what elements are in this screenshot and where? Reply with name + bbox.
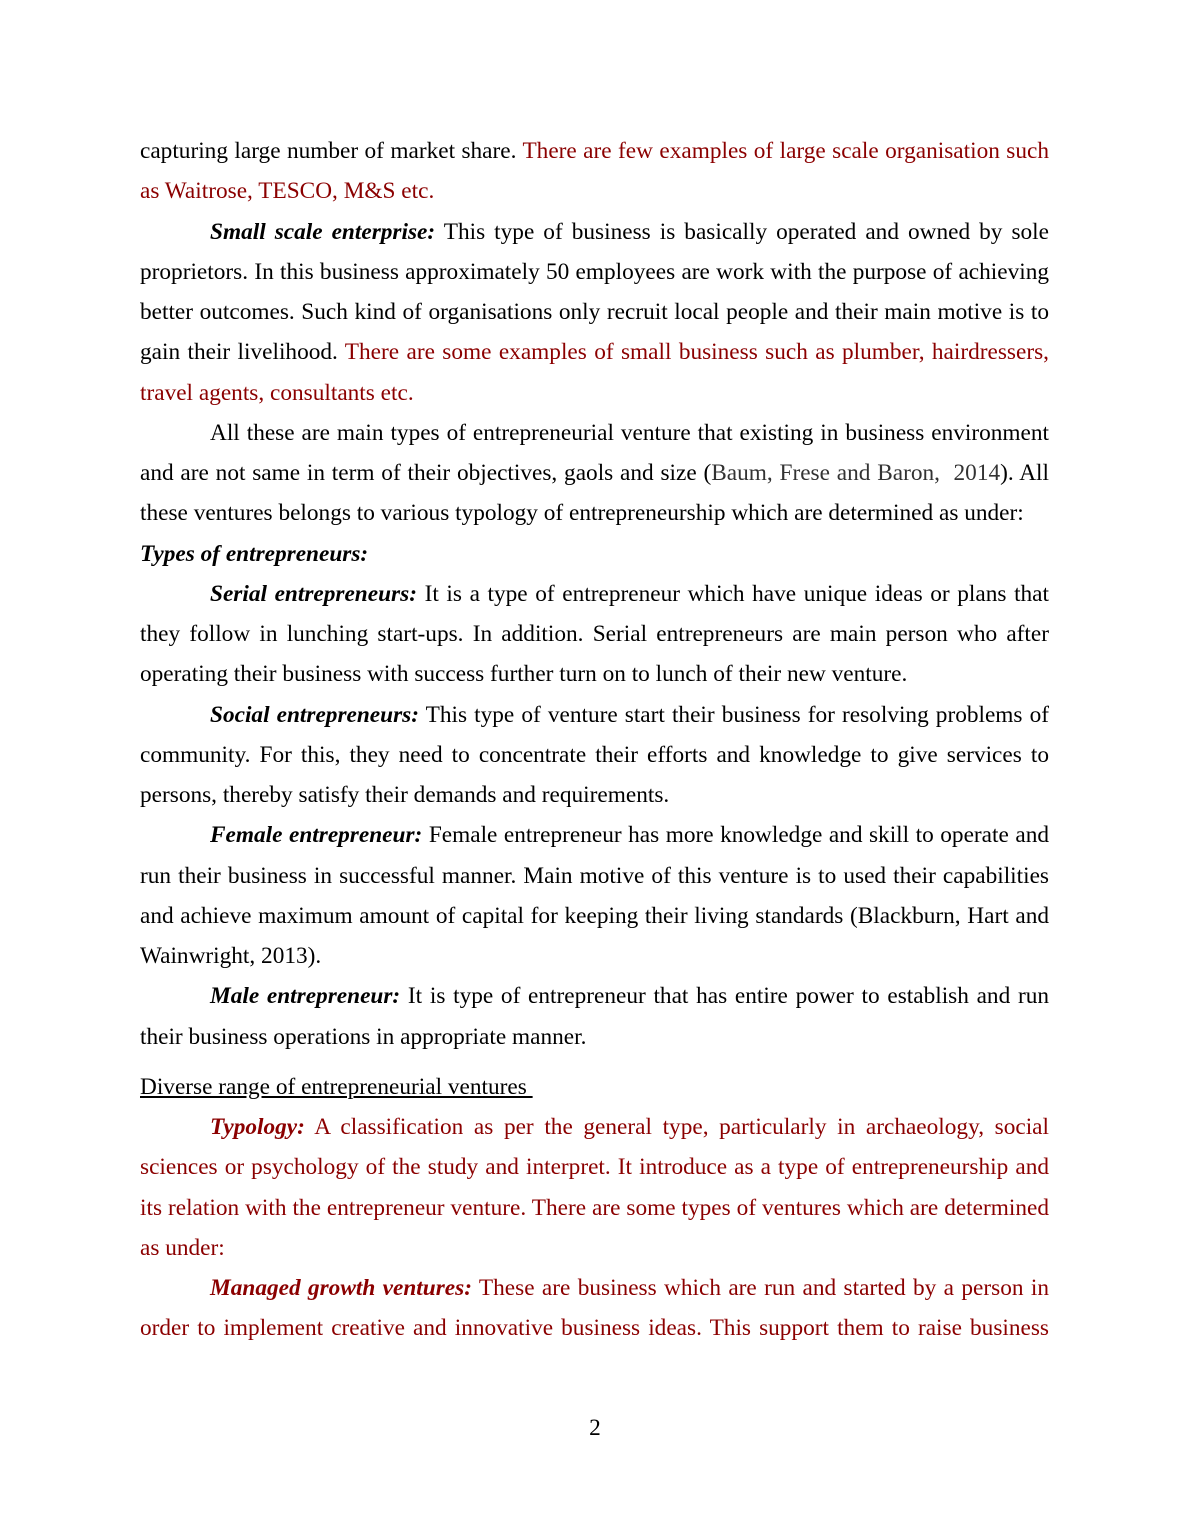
small-scale-term: Small scale enterprise: <box>210 218 436 245</box>
summary-citation: Baum, Frese and Baron, 2014 <box>711 460 1001 486</box>
summary-text-after: ). All these ventures belongs to various typology of entrepreneurship which are determined as under: <box>140 460 1050 527</box>
social-entrepreneurs-paragraph <box>140 695 1049 816</box>
female-entrepreneur-term: Female entrepreneur: <box>210 822 423 849</box>
female-entrepreneur-text: Female entrepreneur has more knowledge and skill to operate and run their business in successful manner. Main motive of this venture is to used their capabilities and achieve maximum amount of capital for keeping their living standards (Blackburn, Hart and Wainwright, 2013). <box>140 822 1049 969</box>
typology-paragraph <box>140 1107 1049 1268</box>
intro-text: capturing large number of market share. <box>140 138 523 164</box>
types-heading <box>140 534 1049 574</box>
social-entrepreneurs-term: Social entrepreneurs: <box>210 701 419 728</box>
summary-paragraph <box>140 413 1049 534</box>
female-entrepreneur-paragraph <box>140 815 1049 976</box>
social-entrepreneurs-text: This type of venture start their business for resolving problems of community. For this, they need to concentrate their efforts and knowledge to give services to persons, thereby satisfy their demands and requirements. <box>140 701 1049 808</box>
summary-text-before: All these are main types of entrepreneurial venture that existing in business environment and are not same in term of their objectives, gaols and size ( <box>140 419 1049 486</box>
serial-entrepreneurs-text: It is a type of entrepreneur which have unique ideas or plans that they follow in lunching start-ups. In addition. Serial entrepreneurs are main person who after operating their business with success further turn on to lunch of their new venture. <box>140 580 1049 688</box>
male-entrepreneur-paragraph <box>140 976 1049 1057</box>
document-body <box>140 131 1049 1349</box>
managed-growth-term: Managed growth ventures: <box>210 1275 472 1301</box>
typology-term: Typology: <box>210 1114 305 1140</box>
page-number: 2 <box>589 1415 601 1441</box>
small-scale-paragraph <box>140 212 1049 413</box>
managed-growth-text: These are business which are run and started by a person in order to implement creative and innovative business ideas. This support them to raise business <box>140 1275 1049 1342</box>
typology-text: A classification as per the general type, particularly in archaeology, social sciences or psychology of the study and interpret. It introduce as a type of entrepreneurship and its relation with the entrepreneur venture. There are some types of ventures which are determined as under: <box>140 1114 1049 1261</box>
serial-entrepreneurs-paragraph <box>140 574 1049 695</box>
male-entrepreneur-term: Male entrepreneur: <box>210 983 401 1010</box>
small-scale-text: This type of business is basically operated and owned by sole proprietors. In this business approximately 50 employees are work with the purpose of achieving better outcomes. Such kind of organisations only recruit local people and their main motive is to gain their livelihood. <box>140 218 1049 366</box>
section-heading-text: Diverse range of entrepreneurial ventures <box>140 1073 533 1100</box>
types-heading-text: Types of entrepreneurs: <box>140 540 369 567</box>
male-entrepreneur-text: It is type of entrepreneur that has entire power to establish and run their business operations in appropriate manner. <box>140 983 1049 1050</box>
intro-example-text: There are few examples of large scale organisation such as Waitrose, TESCO, M&S etc. <box>140 138 1049 205</box>
serial-entrepreneurs-term: Serial entrepreneurs: <box>210 580 417 607</box>
managed-growth-paragraph <box>140 1268 1049 1349</box>
small-scale-example-text: There are some examples of small business such as plumber, hairdressers, travel agents, consultants etc. <box>140 339 1049 406</box>
section-heading <box>140 1067 1049 1107</box>
intro-paragraph <box>140 131 1049 212</box>
